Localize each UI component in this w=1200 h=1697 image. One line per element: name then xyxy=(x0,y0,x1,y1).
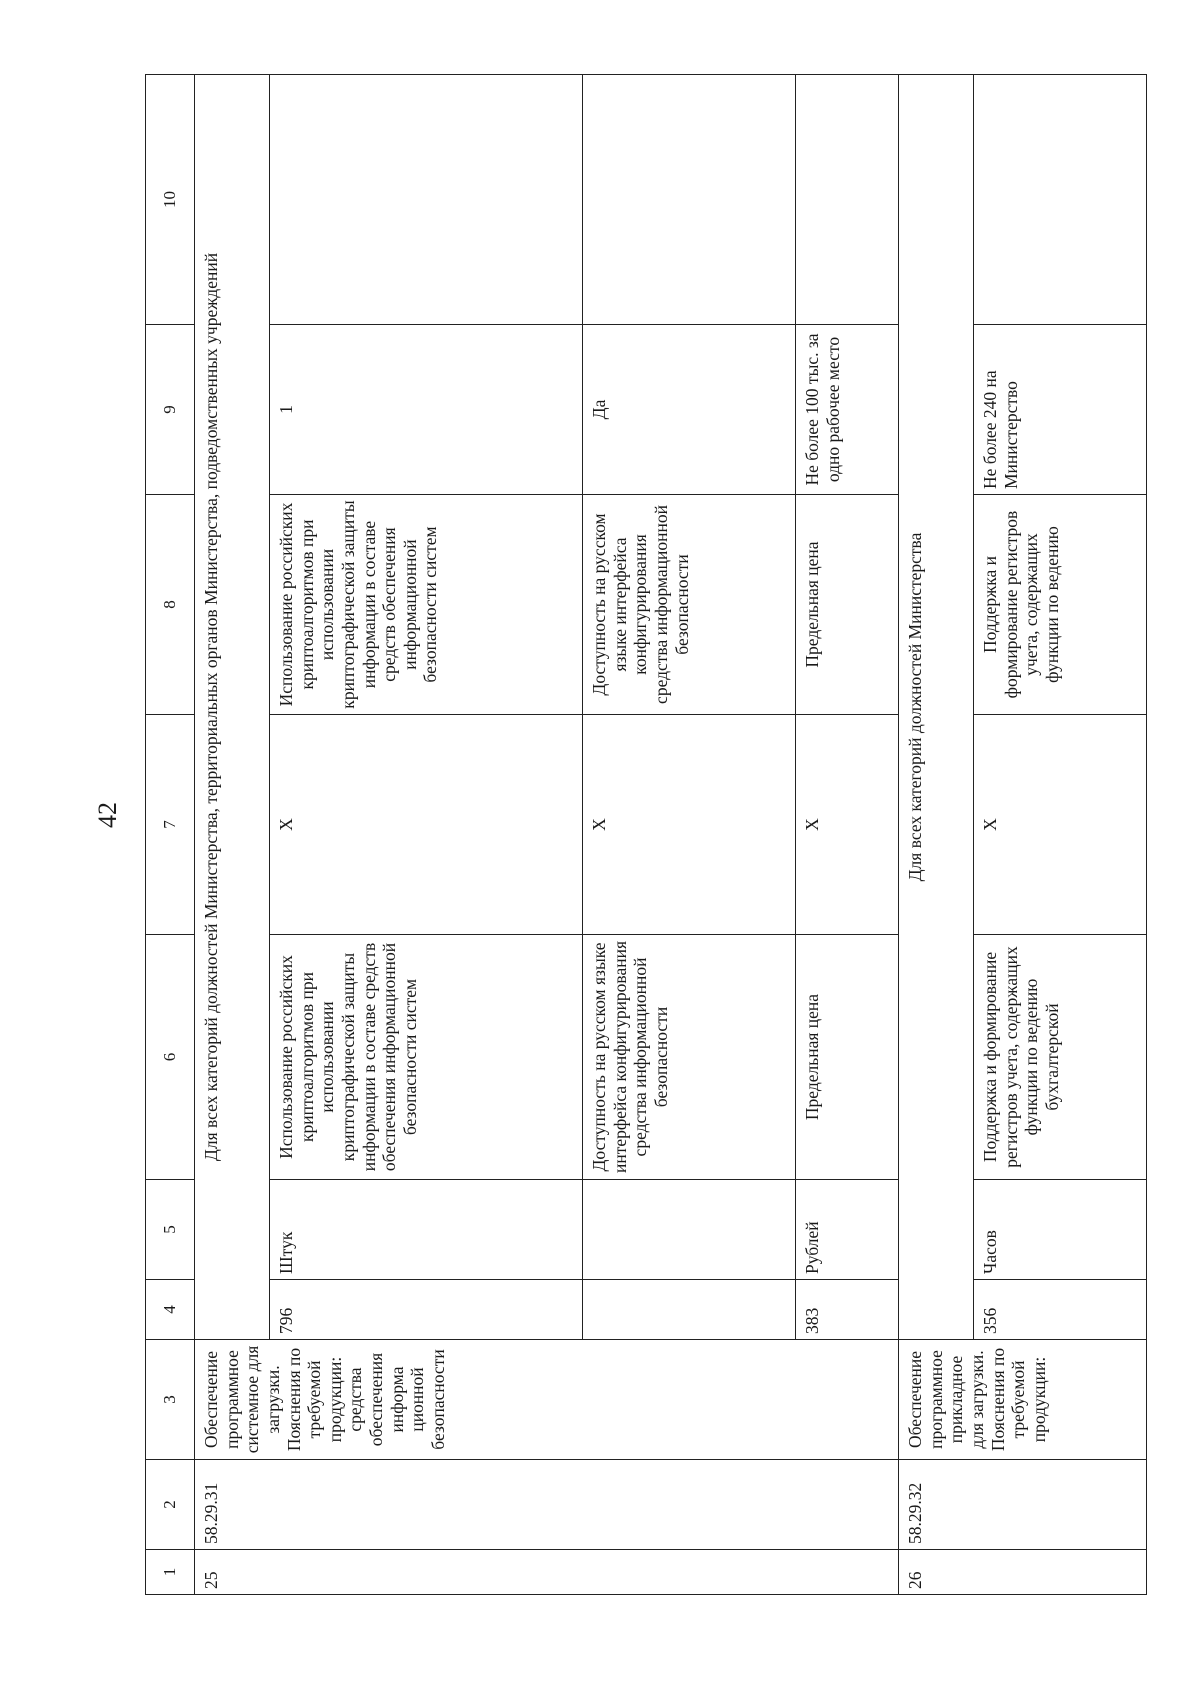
header-cell: 6 xyxy=(146,935,195,1180)
characteristic-text: Доступность на русском языке интерфейса конфигурирования средства информационной безопасности xyxy=(583,935,796,1180)
unit-name: Часов xyxy=(974,1180,1147,1280)
requirements-table xyxy=(145,74,1147,1595)
unit-name xyxy=(583,1180,796,1280)
product-name: Обеспечение программное прикладное для загрузки. Пояснения по требуемой продукции: xyxy=(899,1340,1147,1460)
characteristic-value: Не более 240 на Министерство xyxy=(974,325,1147,495)
characteristic-value: X xyxy=(270,715,583,935)
unit-name: Рублей xyxy=(796,1180,899,1280)
empty-cell xyxy=(270,75,583,325)
characteristic-value: X xyxy=(796,715,899,935)
characteristic-value: Да xyxy=(583,325,796,495)
unit-name: Штук xyxy=(270,1180,583,1280)
characteristic-text: Предельная цена xyxy=(796,935,899,1180)
requirements-table-sheet xyxy=(145,75,1165,1595)
characteristic-text: Поддержка и формирование регистров учета, содержащих функции по ведению бухгалтерской xyxy=(974,935,1147,1180)
characteristic-value: X xyxy=(974,715,1147,935)
characteristic-value: Не более 100 тыс. за одно рабочее место xyxy=(796,325,899,495)
header-cell: 4 xyxy=(146,1280,195,1340)
okei-code: 383 xyxy=(796,1280,899,1340)
product-name: Обеспечение программное системное для загрузки. Пояснения по требуемой продукции: средства обеспечения информа ционной безопасности xyxy=(195,1340,899,1460)
category-span: Для всех категорий должностей Министерства xyxy=(899,75,974,1340)
empty-cell xyxy=(796,75,899,325)
page-number: 42 xyxy=(93,802,122,828)
characteristic-text: Доступность на русском языке интерфейса конфигурирования средства информационной безопасности xyxy=(583,495,796,715)
row-number: 26 xyxy=(899,1550,1147,1595)
row-25-category xyxy=(195,75,270,1595)
okpd2-code: 58.29.31 xyxy=(195,1460,899,1550)
empty-cell xyxy=(974,75,1147,325)
characteristic-text: Использование российских криптоалгоритмов при использовании криптографической защиты информации в составе средств обеспечения информационной безопасности систем xyxy=(270,495,583,715)
okei-code: 356 xyxy=(974,1280,1147,1340)
header-cell: 8 xyxy=(146,495,195,715)
header-cell: 3 xyxy=(146,1340,195,1460)
characteristic-text: Использование российских криптоалгоритмов при использовании криптографической защиты информации в составе средств обеспечения информационной безопасности систем xyxy=(270,935,583,1180)
okei-code: 796 xyxy=(270,1280,583,1340)
characteristic-text: Поддержка и формирование регистров учета, содержащих функции по ведению xyxy=(974,495,1147,715)
okpd2-code: 58.29.32 xyxy=(899,1460,1147,1550)
header-cell: 5 xyxy=(146,1180,195,1280)
header-cell: 10 xyxy=(146,75,195,325)
row-number: 25 xyxy=(195,1550,899,1595)
characteristic-value: 1 xyxy=(270,325,583,495)
header-row xyxy=(146,75,195,1595)
empty-cell xyxy=(583,75,796,325)
header-cell: 2 xyxy=(146,1460,195,1550)
category-span: Для всех категорий должностей Министерства, территориальных органов Министерства, подведомственных учреждений xyxy=(195,75,270,1340)
header-cell: 9 xyxy=(146,325,195,495)
okei-code xyxy=(583,1280,796,1340)
header-cell: 7 xyxy=(146,715,195,935)
row-26-category xyxy=(899,75,974,1595)
characteristic-text: Предельная цена xyxy=(796,495,899,715)
header-cell: 1 xyxy=(146,1550,195,1595)
characteristic-value: X xyxy=(583,715,796,935)
